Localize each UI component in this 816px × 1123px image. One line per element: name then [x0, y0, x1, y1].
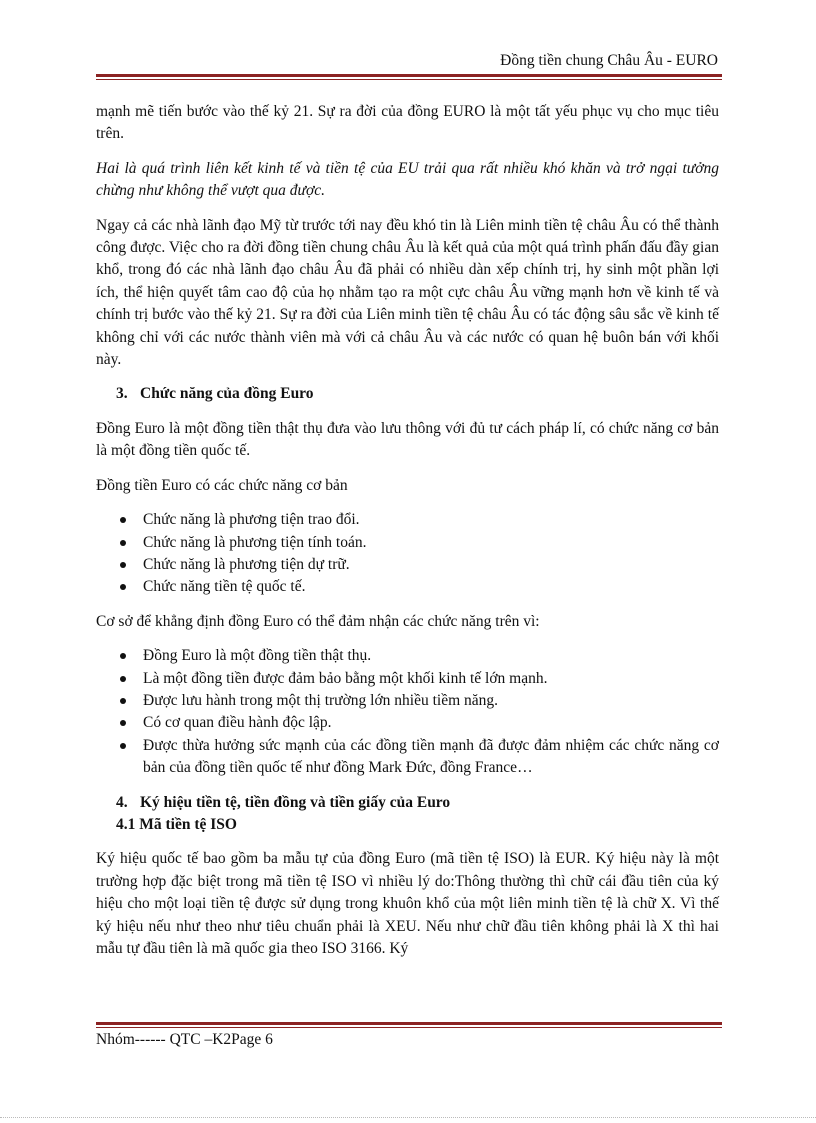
list-item: Được lưu hành trong một thị trường lớn nhiều tiềm năng.	[143, 690, 719, 712]
page-content	[96, 101, 719, 972]
footer-rule	[96, 1022, 722, 1028]
footer-text: Nhóm------ QTC –K2Page 6	[96, 1031, 273, 1048]
reasons-list	[96, 645, 719, 779]
functions-list	[96, 509, 719, 599]
paragraph: Ký hiệu quốc tế bao gồm ba mẫu tự của đồng Euro (mã tiền tệ ISO) là EUR. Ký hiệu này là một trường hợp đặc biệt trong mã tiền tệ ISO vì nhiều lý do:Thông thường thì chữ cái đầu tiên của ký hiệu cho một loại tiền tệ được sử dụng trong khuôn khổ của một liên minh tiền tệ là chữ X. Vì thế ký hiệu nếu như theo như tiêu chuẩn phải là XEU. Nếu như chữ đầu tiên không phải là X thì hai mẫu tự đầu tiên là mã quốc gia theo ISO 3166. Ký	[96, 850, 719, 957]
page-boundary	[0, 1117, 816, 1118]
paragraph: Đồng tiền Euro có các chức năng cơ bản	[96, 476, 348, 494]
header-rule	[96, 74, 722, 80]
list-item: Là một đồng tiền được đảm bảo bằng một khối kinh tế lớn mạnh.	[143, 668, 719, 690]
list-item: Chức năng là phương tiện trao đổi.	[143, 509, 719, 531]
list-item: Có cơ quan điều hành độc lập.	[143, 712, 719, 734]
paragraph: mạnh mẽ tiến bước vào thế kỷ 21. Sự ra đời của đồng EURO là một tất yếu phục vụ cho mục tiêu trên.	[96, 103, 719, 143]
section-heading-4: 4. Ký hiệu tiền tệ, tiền đồng và tiền giấy của Euro	[116, 793, 451, 811]
paragraph: Cơ sở để khẳng định đồng Euro có thể đảm nhận các chức năng trên vì:	[96, 612, 540, 630]
header-title: Đồng tiền chung Châu Âu - EURO	[500, 52, 718, 69]
list-item: Được thừa hưởng sức mạnh của các đồng tiền mạnh đã được đảm nhiệm các chức năng cơ bản của đồng tiền quốc tế như đồng Mark Đức, đồng France…	[143, 735, 719, 780]
list-item: Chức năng là phương tiện tính toán.	[143, 532, 719, 554]
paragraph: Ngay cả các nhà lãnh đạo Mỹ từ trước tới nay đều khó tin là Liên minh tiền tệ châu Âu có thể thành công được. Việc cho ra đời đồng tiền chung châu Âu là kết quả của một quá trình phấn đấu đầy gian khổ, trong đó các nhà lãnh đạo châu Âu đã phải có nhiều dàn xếp chính trị, hy sinh một phần lợi ích, thể hiện quyết tâm cao độ của họ nhằm tạo ra một cực châu Âu vững mạnh hơn về kinh tế và chính trị bước vào thế kỷ 21. Sự ra đời của Liên minh tiền tệ châu Âu có tác động sâu sắc về kinh tế không chỉ với các nước thành viên mà với cả châu Âu và các nước có quan hệ buôn bán với khối này.	[96, 216, 719, 369]
section-heading-3: 3. Chức năng của đồng Euro	[116, 385, 314, 403]
paragraph-italic: Hai là quá trình liên kết kinh tế và tiền tệ của EU trải qua rất nhiều khó khăn và trở ngại tưởng chừng như không thể vượt qua được.	[96, 159, 719, 200]
list-item: Chức năng là phương tiện dự trữ.	[143, 554, 719, 576]
subsection-heading-4-1: 4.1 Mã tiền tệ ISO	[116, 815, 237, 833]
paragraph: Đồng Euro là một đồng tiền thật thụ đưa vào lưu thông với đủ tư cách pháp lí, có chức năng cơ bản là một đồng tiền quốc tế.	[96, 419, 719, 460]
list-item: Chức năng tiền tệ quốc tế.	[143, 576, 719, 598]
list-item: Đồng Euro là một đồng tiền thật thụ.	[143, 645, 719, 667]
